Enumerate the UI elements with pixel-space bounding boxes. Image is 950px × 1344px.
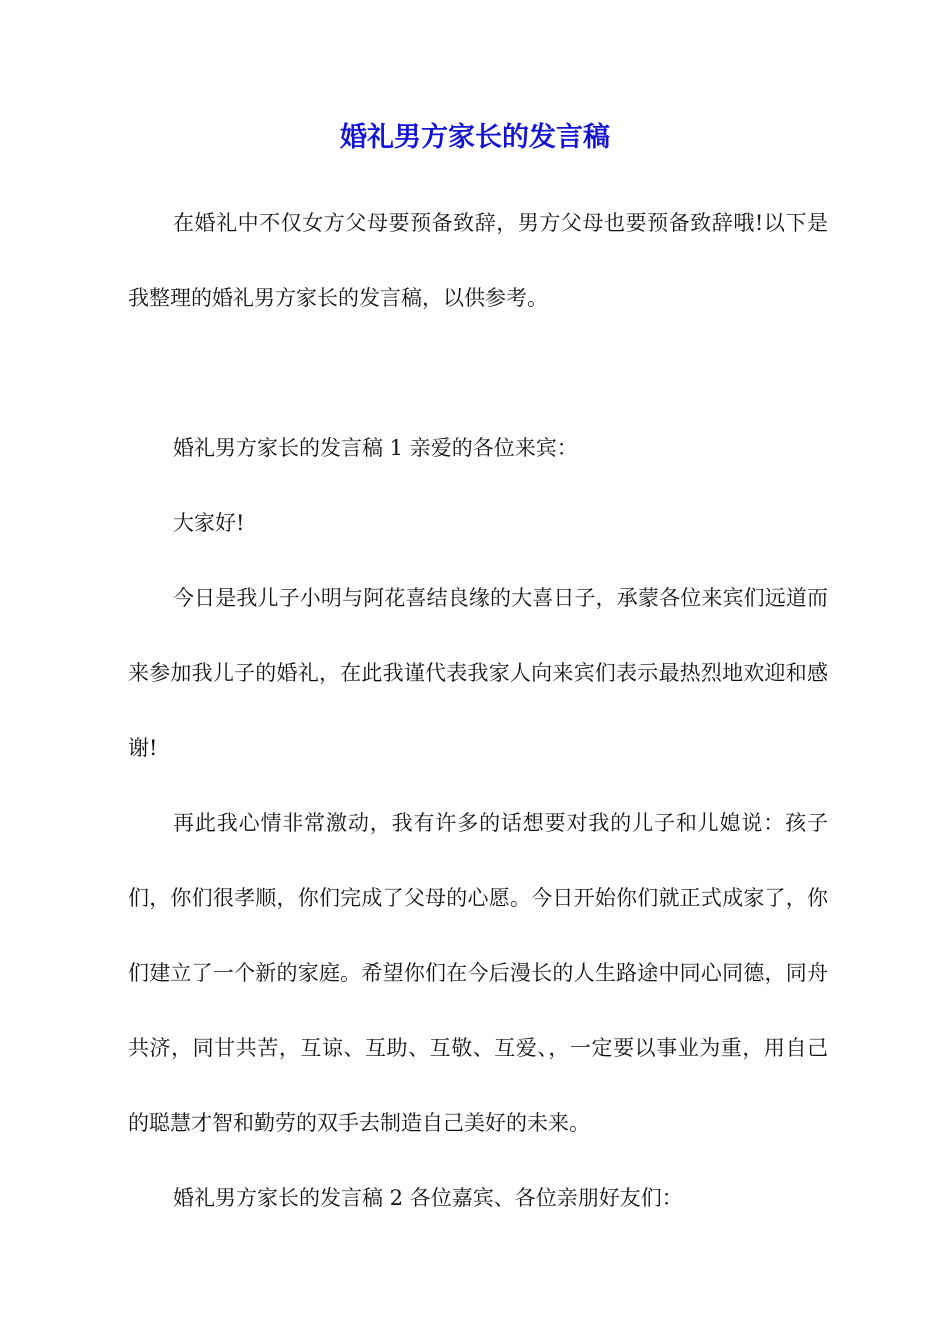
document-title: 婚礼男方家长的发言稿 <box>340 122 610 153</box>
speech-2-heading: 婚礼男方家长的发言稿 2 各位嘉宾、各位亲朋好友们： <box>173 1186 683 1210</box>
wishes-paragraph: 再此我心情非常激动，我有许多的话想要对我的儿子和儿媳说：孩子们，你们很孝顺，你们完成了父母的心愿。今日开始你们就正式成家了，你们建立了一个新的家庭。希望你们在今后漫长的人生路途中同心同德，同舟共济，同甘共苦，互谅、互助、互敬、互爱、，一定要以事业为重，用自己的聪慧才智和勤劳的双手去制造自己美好的未来。 <box>128 811 828 1135</box>
blank-line <box>128 336 828 411</box>
greeting-paragraph: 大家好! <box>173 511 245 535</box>
welcome-paragraph: 今日是我儿子小明与阿花喜结良缘的大喜日子，承蒙各位来宾们远道而来参加我儿子的婚礼，在此我谨代表我家人向来宾们表示最热烈地欢迎和感谢! <box>128 586 828 760</box>
speech-1-heading: 婚礼男方家长的发言稿 1 亲爱的各位来宾： <box>173 436 578 460</box>
intro-paragraph: 在婚礼中不仅女方父母要预备致辞，男方父母也要预备致辞哦!以下是我整理的婚礼男方家长的发言稿，以供参考。 <box>128 211 828 310</box>
document-body <box>128 186 828 1236</box>
